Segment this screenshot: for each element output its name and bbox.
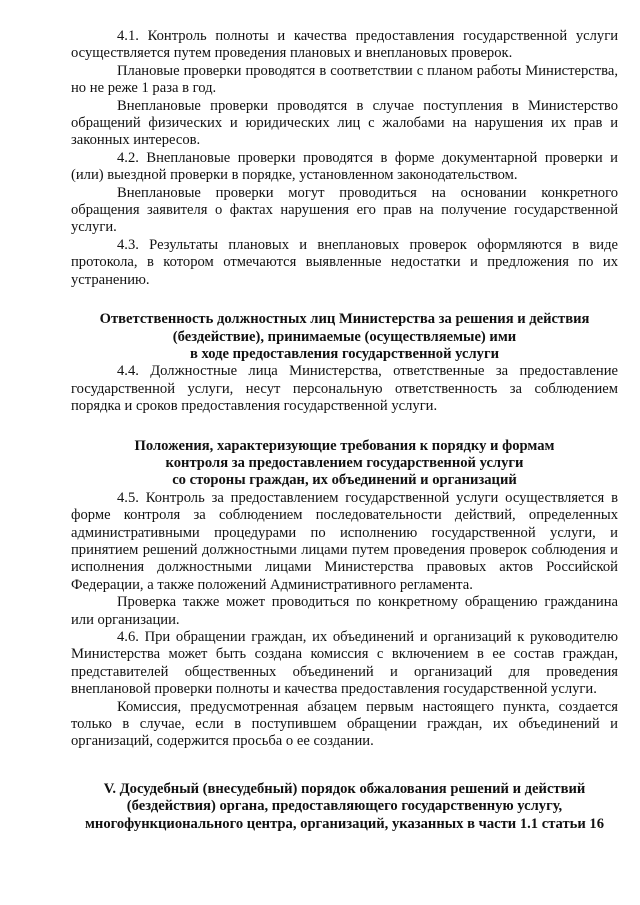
heading-line: многофункционального центра, организаций, указанных в части 1.1 статьи 16 xyxy=(84,815,605,832)
paragraph-unplanned-basis: Внеплановые проверки могут проводиться на основании конкретного обращения заявителя о фактах нарушения его прав на получение государственной услуги. xyxy=(71,184,618,236)
paragraph-commission: Комиссия, предусмотренная абзацем первым настоящего пункта, создается только в случае, если в поступившем обращении граждан, их объединений и организаций, содержится просьба о ее создании. xyxy=(71,698,618,750)
paragraph-unplanned-inspections: Внеплановые проверки проводятся в случае поступления в Министерство обращений физических и юридических лиц с жалобами на нарушения их прав и законных интересов. xyxy=(71,97,618,149)
heading-line: V. Досудебный (внесудебный) порядок обжалования решений и действий xyxy=(103,780,586,797)
heading-line: Ответственность должностных лиц Министерства за решения и действия xyxy=(99,311,590,328)
heading-line: в ходе предоставления государственной услуги xyxy=(189,345,500,362)
section-4-5-to-4-6 xyxy=(71,490,618,751)
paragraph-inspection-on-request: Проверка также может проводиться по конкретному обращению гражданина или организации. xyxy=(71,594,618,628)
section-4-1-to-4-3 xyxy=(71,28,618,289)
paragraph-4-3: 4.3. Результаты плановых и внеплановых проверок оформляются в виде протокола, в котором отмечаются выявленные недостатки и предложения по их устранению. xyxy=(71,236,618,288)
heading-line: контроля за предоставлением государственной услуги xyxy=(165,454,524,471)
heading-line: (бездействие), принимаемые (осуществляемые) ими xyxy=(172,328,517,345)
heading-line: (бездействия) органа, предоставляющего государственную услугу, xyxy=(126,798,563,815)
heading-section-v xyxy=(71,781,618,833)
paragraph-4-5: 4.5. Контроль за предоставлением государственной услуги осуществляется в форме контроля за соблюдением последовательности действий, определенных административными процедурами по исполнению государственной услуги, и принятием решений должностными лицами путем проведения проверок соблюдения и исполнения должностными лицами Министерства правовых актов Российской Федерации, а также положений Административного регламента. xyxy=(71,489,618,593)
heading-responsibility xyxy=(71,311,618,363)
paragraph-4-4: 4.4. Должностные лица Министерства, ответственные за предоставление государственной услуги, несут персональную ответственность за соблюдением порядка и сроков предоставления государственной услуги. xyxy=(71,363,618,415)
paragraph-4-6: 4.6. При обращении граждан, их объединений и организаций к руководителю Министерства может быть создана комиссия с включением в ее состав граждан, представителей общественных объединений и организаций для проведения внеплановой проверки полноты и качества предоставления государственной услуги. xyxy=(71,629,618,698)
heading-line: Положения, характеризующие требования к порядку и формам xyxy=(134,437,555,454)
paragraph-4-1: 4.1. Контроль полноты и качества предоставления государственной услуги осуществляется путем проведения плановых и внеплановых проверок. xyxy=(71,28,618,62)
heading-line: со стороны граждан, их объединений и организаций xyxy=(172,472,517,489)
heading-control-provisions xyxy=(71,438,618,490)
paragraph-planned-inspections: Плановые проверки проводятся в соответствии с планом работы Министерства, но не реже 1 раза в год. xyxy=(71,62,618,97)
paragraph-4-2: 4.2. Внеплановые проверки проводятся в форме документарной проверки и (или) выездной проверки в порядке, установленном законодательством. xyxy=(71,149,618,184)
